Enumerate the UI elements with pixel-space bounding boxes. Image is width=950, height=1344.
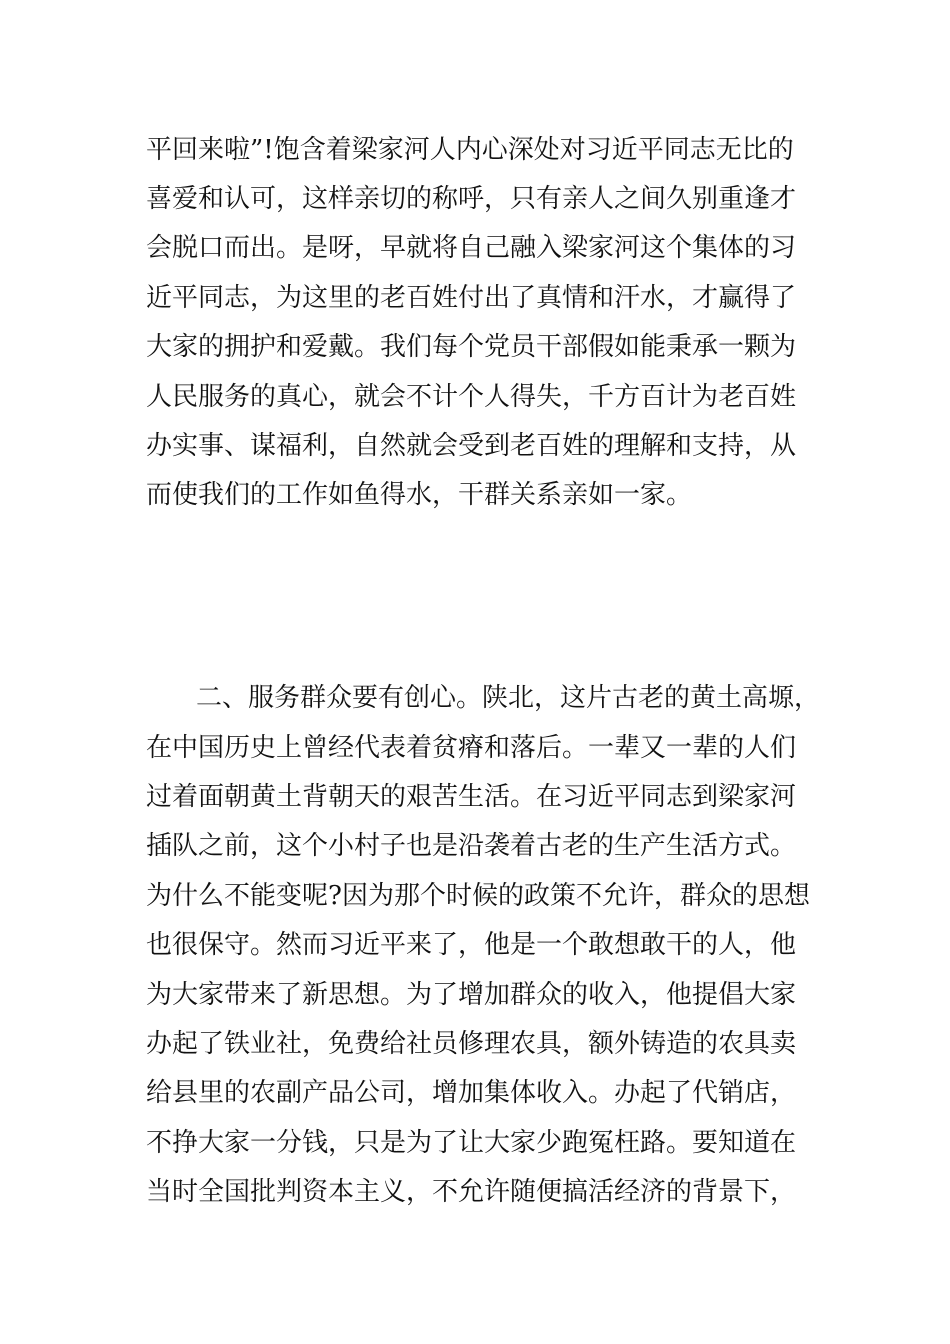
- text-line: 近平同志，为这里的老百姓付出了真情和汗水，才赢得了: [146, 283, 797, 313]
- text-line: 不挣大家一分钱，只是为了让大家少跑冤枉路。要知道在: [146, 1128, 797, 1158]
- text-line: 过着面朝黄土背朝天的艰苦生活。在习近平同志到梁家河: [146, 782, 797, 812]
- text-line: 插队之前，这个小村子也是沿袭着古老的生产生活方式。: [146, 831, 797, 861]
- text-line: 而使我们的工作如鱼得水，干群关系亲如一家。: [146, 480, 693, 510]
- text-line: 会脱口而出。是呀，早就将自己融入梁家河这个集体的习: [146, 233, 797, 263]
- text-line: 在中国历史上曾经代表着贫瘠和落后。一辈又一辈的人们: [146, 733, 797, 763]
- text-line: 办实事、谋福利，自然就会受到老百姓的理解和支持，从: [146, 431, 797, 461]
- text-line: 办起了铁业社，免费给社员修理农具，额外铸造的农具卖: [146, 1029, 797, 1059]
- text-line: 当时全国批判资本主义，不允许随便搞活经济的背景下，: [146, 1177, 797, 1207]
- text-line: 也很保守。然而习近平来了，他是一个敢想敢干的人，他: [146, 930, 797, 960]
- text-line: 喜爱和认可，这样亲切的称呼，只有亲人之间久别重逢才: [146, 184, 797, 214]
- text-line: 平回来啦”!饱含着梁家河人内心深处对习近平同志无比的: [146, 135, 794, 165]
- text-line: 人民服务的真心，就会不计个人得失，千方百计为老百姓: [146, 382, 797, 412]
- text-line: 给县里的农副产品公司，增加集体收入。办起了代销店，: [146, 1078, 797, 1108]
- text-line: 为什么不能变呢?因为那个时候的政策不允许，群众的思想: [146, 881, 810, 911]
- text-line: 大家的拥护和爱戴。我们每个党员干部假如能秉承一颗为: [146, 332, 797, 362]
- text-line: 为大家带来了新思想。为了增加群众的收入，他提倡大家: [146, 980, 797, 1010]
- text-line: 二、服务群众要有创心。陕北，这片古老的黄土高塬，: [196, 683, 821, 713]
